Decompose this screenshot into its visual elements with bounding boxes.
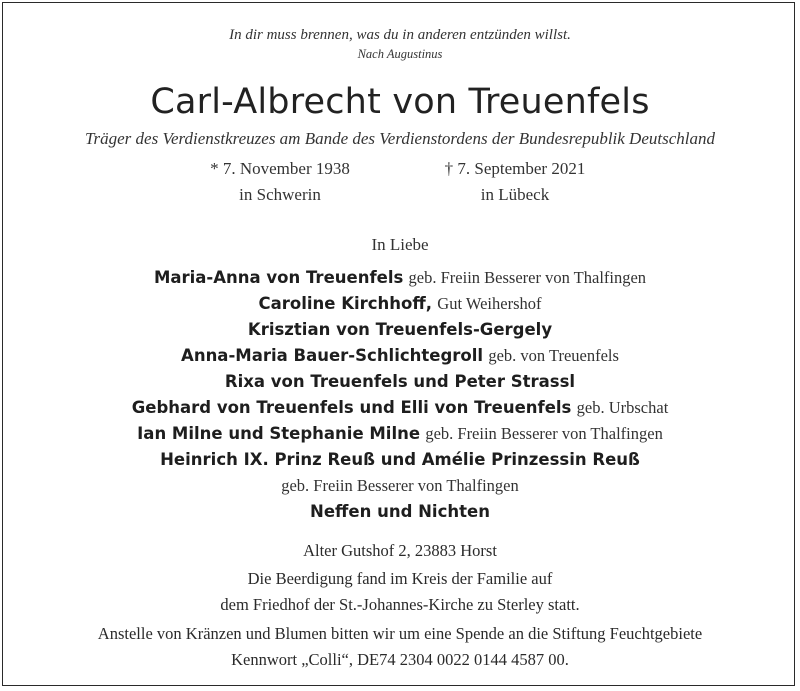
donation-line-2: Kennwort „Colli“, DE74 2304 0022 0144 4587 00. [231, 650, 569, 669]
birth-place: in Schwerin [239, 185, 321, 204]
mourner-line [0, 372, 800, 391]
death-date: † 7. September 2021 [444, 159, 586, 178]
mourner-note: geb. Urbschat [576, 398, 669, 417]
mourner-line [0, 476, 800, 496]
mourner-note: geb. von Treuenfels [488, 346, 619, 365]
mourner-name: Anna-Maria Bauer-Schlichtegroll [181, 346, 484, 365]
motto-quote: In dir muss brennen, was du in anderen entzünden willst. [229, 27, 571, 43]
death-place: in Lübeck [480, 185, 550, 204]
funeral-line-1: Die Beerdigung fand im Kreis der Familie auf [247, 569, 553, 588]
mourner-name: Heinrich IX. Prinz Reuß und Amélie Prinzessin Reuß [160, 450, 640, 469]
funeral-line-2: dem Friedhof der St.-Johannes-Kirche zu Sterley statt. [220, 595, 580, 614]
mourner-name: Caroline Kirchhoff, [258, 294, 433, 313]
mourner-line [0, 346, 800, 366]
mourner-line [0, 424, 800, 444]
mourner-line [0, 502, 800, 521]
mourner-line [0, 398, 800, 418]
mourner-line [0, 268, 800, 288]
mourners-intro: In Liebe [371, 235, 429, 254]
mourner-note: geb. Freiin Besserer von Thalfingen [408, 268, 647, 287]
mourner-name: Krisztian von Treuenfels-Gergely [247, 320, 553, 339]
motto-attribution: Nach Augustinus [357, 47, 443, 61]
mourner-name: Maria-Anna von Treuenfels [153, 268, 404, 287]
mourner-line [0, 450, 800, 469]
mourner-name: Neffen und Nichten [310, 502, 490, 521]
mourner-note: Gut Weihershof [437, 294, 542, 313]
deceased-honor: Träger des Verdienstkreuzes am Bande des Verdienstordens der Bundesrepublik Deutschland [84, 129, 715, 148]
mourner-note: geb. Freiin Besserer von Thalfingen [425, 424, 663, 443]
birth-date: * 7. November 1938 [210, 159, 350, 178]
deceased-name: Carl-Albrecht von Treuenfels [150, 82, 650, 122]
mourner-name: Ian Milne und Stephanie Milne [137, 424, 421, 443]
mourner-line [0, 294, 800, 314]
donation-line-1: Anstelle von Kränzen und Blumen bitten wir um eine Spende an die Stiftung Feuchtgebiete [97, 624, 703, 643]
mourner-name: Gebhard von Treuenfels und Elli von Treuenfels [131, 398, 572, 417]
mourner-note: geb. Freiin Besserer von Thalfingen [281, 476, 519, 495]
mourner-line [0, 320, 800, 339]
mourner-name: Rixa von Treuenfels und Peter Strassl [224, 372, 576, 391]
address: Alter Gutshof 2, 23883 Horst [303, 541, 497, 560]
